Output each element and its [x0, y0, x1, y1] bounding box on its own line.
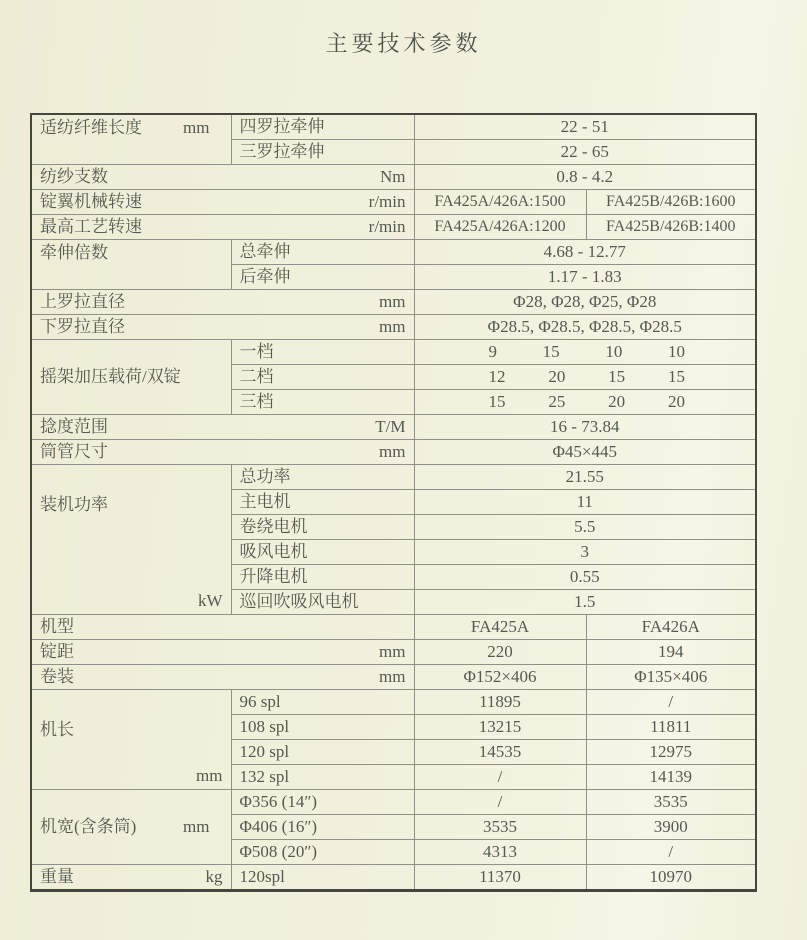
- power-sub-4: 升降电机: [231, 565, 414, 590]
- count-label: 纺纱支数: [40, 167, 108, 186]
- weight-sub: 120spl: [231, 865, 414, 891]
- power-value-5: 1.5: [414, 590, 756, 615]
- cradle-load-label-cell: [31, 340, 231, 415]
- cradle-v22: 20: [608, 392, 626, 411]
- length-sub-2: 120 spl: [231, 740, 414, 765]
- row-model: [31, 615, 756, 640]
- cradle-v11: 20: [548, 367, 566, 386]
- spec-table: [30, 113, 757, 892]
- spindle-pitch-value-b: 194: [586, 640, 756, 665]
- row-count: [31, 165, 756, 190]
- flyer-speed-label: 锭翼机械转速: [40, 192, 142, 211]
- machine-length-label-cell: [31, 690, 231, 790]
- bobbin-label-cell: [31, 440, 414, 465]
- model-label: 机型: [40, 617, 74, 636]
- power-label: 装机功率: [40, 495, 108, 514]
- model-value-a: FA425A: [414, 615, 586, 640]
- process-speed-value-a: FA425A/426A:1200: [414, 215, 586, 240]
- length-value-2a: 14535: [414, 740, 586, 765]
- cradle-sub-0: 一档: [231, 340, 414, 365]
- cradle-values-2: [414, 390, 756, 415]
- power-value-4: 0.55: [414, 565, 756, 590]
- draft-value-0: 4.68 - 12.77: [414, 240, 756, 265]
- length-value-1b: 11811: [586, 715, 756, 740]
- cradle-v13: 15: [667, 367, 685, 386]
- width-value-2a: 4313: [414, 840, 586, 865]
- twist-label: 捻度范围: [40, 417, 108, 436]
- spindle-pitch-label: 锭距: [40, 642, 74, 661]
- power-sub-0: 总功率: [231, 465, 414, 490]
- power-sub-2: 卷绕电机: [231, 515, 414, 540]
- row-bobbin: [31, 440, 756, 465]
- row-process-speed: [31, 215, 756, 240]
- machine-width-label-cell: [31, 790, 231, 865]
- process-speed-label-cell: [31, 215, 414, 240]
- length-sub-3: 132 spl: [231, 765, 414, 790]
- draft-value-1: 1.17 - 1.83: [414, 265, 756, 290]
- count-unit: Nm: [380, 167, 406, 186]
- machine-width-label: 机宽(含条筒): [40, 817, 137, 836]
- fiber-label: 适纺纤维长度: [40, 118, 142, 137]
- flyer-speed-value-b: FA425B/426B:1600: [586, 190, 756, 215]
- spindle-pitch-unit: mm: [379, 642, 406, 661]
- power-sub-5: 巡回吹吸风电机: [231, 590, 414, 615]
- flyer-speed-value-a: FA425A/426A:1500: [414, 190, 586, 215]
- count-label-cell: [31, 165, 414, 190]
- power-value-1: 11: [414, 490, 756, 515]
- bottom-roller-label-cell: [31, 315, 414, 340]
- width-value-0a: /: [414, 790, 586, 815]
- fiber-sub-1: 三罗拉牵伸: [231, 140, 414, 165]
- row-top-roller: [31, 290, 756, 315]
- cradle-v20: 15: [488, 392, 506, 411]
- top-roller-label: 上罗拉直径: [40, 292, 125, 311]
- cradle-load-label: 摇架加压载荷/双锭: [40, 367, 181, 386]
- process-speed-value-b: FA425B/426B:1400: [586, 215, 756, 240]
- model-value-b: FA426A: [586, 615, 756, 640]
- flyer-speed-label-cell: [31, 190, 414, 215]
- width-sub-1: Φ406 (16″): [231, 815, 414, 840]
- cradle-v12: 15: [608, 367, 626, 386]
- width-value-0b: 3535: [586, 790, 756, 815]
- bottom-roller-label: 下罗拉直径: [40, 317, 125, 336]
- row-weight: [31, 865, 756, 891]
- power-sub-3: 吸风电机: [231, 540, 414, 565]
- cradle-values-1: [414, 365, 756, 390]
- package-label: 卷装: [40, 667, 74, 686]
- length-value-3b: 14139: [586, 765, 756, 790]
- draft-label: 牵伸倍数: [40, 243, 108, 262]
- cradle-sub-1: 二档: [231, 365, 414, 390]
- cradle-v10: 12: [488, 367, 506, 386]
- power-value-3: 3: [414, 540, 756, 565]
- weight-unit: kg: [205, 867, 223, 886]
- length-value-2b: 12975: [586, 740, 756, 765]
- cradle-v23: 20: [667, 392, 685, 411]
- weight-value-b: 10970: [586, 865, 756, 891]
- power-sub-1: 主电机: [231, 490, 414, 515]
- top-roller-value: Φ28, Φ28, Φ25, Φ28: [414, 290, 756, 315]
- spindle-pitch-label-cell: [31, 640, 414, 665]
- twist-value: 16 - 73.84: [414, 415, 756, 440]
- width-sub-2: Φ508 (20″): [231, 840, 414, 865]
- length-value-0a: 11895: [414, 690, 586, 715]
- weight-label: 重量: [40, 867, 74, 886]
- top-roller-unit: mm: [379, 292, 406, 311]
- fiber-label-cell: [31, 114, 231, 165]
- flyer-speed-unit: r/min: [368, 192, 406, 211]
- row-cradle-1: [31, 340, 756, 365]
- fiber-unit: mm: [183, 118, 210, 137]
- row-draft-1: [31, 240, 756, 265]
- cradle-v03: 10: [668, 342, 686, 361]
- draft-label-cell: [31, 240, 231, 290]
- package-unit: mm: [379, 667, 406, 686]
- machine-width-unit: mm: [183, 817, 210, 836]
- row-bottom-roller: [31, 315, 756, 340]
- row-fiber-1: [31, 114, 756, 140]
- row-flyer-speed: [31, 190, 756, 215]
- weight-value-a: 11370: [414, 865, 586, 891]
- machine-length-unit: mm: [196, 766, 223, 785]
- package-label-cell: [31, 665, 414, 690]
- fiber-value-1: 22 - 65: [414, 140, 756, 165]
- draft-sub-1: 后牵伸: [231, 265, 414, 290]
- bobbin-unit: mm: [379, 442, 406, 461]
- length-sub-1: 108 spl: [231, 715, 414, 740]
- cradle-sub-2: 三档: [231, 390, 414, 415]
- row-package: [31, 665, 756, 690]
- process-speed-unit: r/min: [368, 217, 406, 236]
- power-value-2: 5.5: [414, 515, 756, 540]
- twist-label-cell: [31, 415, 414, 440]
- top-roller-label-cell: [31, 290, 414, 315]
- spindle-pitch-value-a: 220: [414, 640, 586, 665]
- model-label-cell: [31, 615, 414, 640]
- row-length-1: [31, 690, 756, 715]
- power-unit: kW: [197, 591, 223, 610]
- package-value-b: Φ135×406: [586, 665, 756, 690]
- width-value-1a: 3535: [414, 815, 586, 840]
- fiber-value-0: 22 - 51: [414, 114, 756, 140]
- draft-sub-0: 总牵伸: [231, 240, 414, 265]
- machine-length-label: 机长: [40, 720, 74, 739]
- row-power-1: [31, 465, 756, 490]
- length-sub-0: 96 spl: [231, 690, 414, 715]
- process-speed-label: 最高工艺转速: [40, 217, 142, 236]
- length-value-0b: /: [586, 690, 756, 715]
- bobbin-value: Φ45×445: [414, 440, 756, 465]
- length-value-3a: /: [414, 765, 586, 790]
- length-value-1a: 13215: [414, 715, 586, 740]
- power-value-0: 21.55: [414, 465, 756, 490]
- twist-unit: T/M: [375, 417, 406, 436]
- cradle-values-0: [414, 340, 756, 365]
- cradle-v21: 25: [548, 392, 566, 411]
- bottom-roller-unit: mm: [379, 317, 406, 336]
- cradle-v01: 15: [542, 342, 560, 361]
- width-value-2b: /: [586, 840, 756, 865]
- page-title: 主要技术参数: [325, 31, 482, 56]
- fiber-sub-0: 四罗拉牵伸: [231, 114, 414, 140]
- bottom-roller-value: Φ28.5, Φ28.5, Φ28.5, Φ28.5: [414, 315, 756, 340]
- count-value: 0.8 - 4.2: [414, 165, 756, 190]
- bobbin-label: 筒管尺寸: [40, 442, 108, 461]
- row-twist: [31, 415, 756, 440]
- width-value-1b: 3900: [586, 815, 756, 840]
- package-value-a: Φ152×406: [414, 665, 586, 690]
- width-sub-0: Φ356 (14″): [231, 790, 414, 815]
- row-width-1: [31, 790, 756, 815]
- row-spindle-pitch: [31, 640, 756, 665]
- cradle-v02: 10: [605, 342, 623, 361]
- cradle-v00: 9: [488, 342, 497, 361]
- power-label-cell: [31, 465, 231, 615]
- weight-label-cell: [31, 865, 231, 891]
